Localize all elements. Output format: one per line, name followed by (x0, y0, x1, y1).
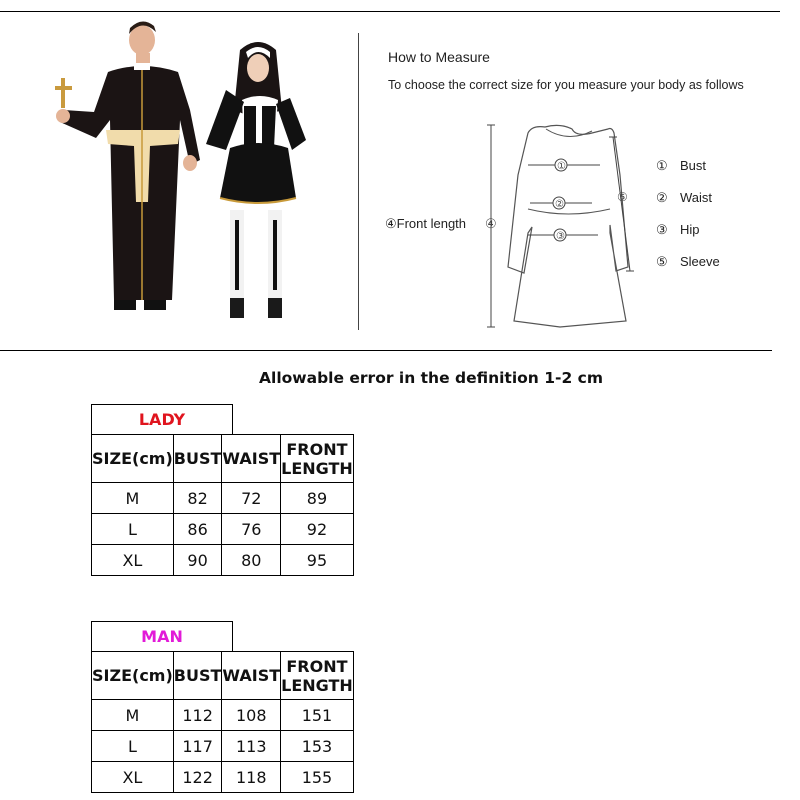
bust-cell: 90 (173, 545, 222, 576)
table-row (92, 483, 354, 514)
bust-cell: 122 (173, 762, 222, 793)
bust-cell: 86 (173, 514, 222, 545)
front-length-label: ④Front length (385, 216, 467, 231)
costume-product-photo (30, 20, 340, 335)
how-to-measure-subtitle: To choose the correct size for you measure your body as follows (388, 78, 744, 92)
size-cell: XL (92, 762, 174, 793)
legend-sleeve-text: Sleeve (680, 254, 720, 269)
bust-cell: 82 (173, 483, 222, 514)
bust-mark: ① (557, 161, 566, 172)
waist-mark: ② (555, 199, 564, 210)
waist-cell: 76 (222, 514, 281, 545)
front-length-cell: 92 (281, 514, 354, 545)
table-row (92, 762, 354, 793)
front-length-cell: 95 (281, 545, 354, 576)
table-row (92, 514, 354, 545)
size-cell: L (92, 731, 174, 762)
front-length-cell: 155 (281, 762, 354, 793)
measurement-legend (656, 158, 720, 269)
header-size: SIZE(cm) (92, 652, 174, 700)
header-bust: BUST (173, 652, 222, 700)
size-cell: L (92, 514, 174, 545)
allowable-error-note: Allowable error in the definition 1-2 cm (259, 369, 603, 387)
legend-bust-mark: ① (656, 158, 668, 173)
header-size: SIZE(cm) (92, 435, 174, 483)
front-length-cell: 153 (281, 731, 354, 762)
legend-hip-text: Hip (680, 222, 700, 237)
dress-outline (508, 125, 628, 327)
waist-cell: 118 (222, 762, 281, 793)
lady-label: LADY (91, 404, 233, 435)
table-row (92, 545, 354, 576)
waist-cell: 80 (222, 545, 281, 576)
table-row (92, 731, 354, 762)
header-bust: BUST (173, 435, 222, 483)
header-waist: WAIST (222, 652, 281, 700)
bust-cell: 117 (173, 731, 222, 762)
waist-cell: 113 (222, 731, 281, 762)
table-header-row (92, 652, 354, 700)
table-row (92, 700, 354, 731)
top-divider (0, 11, 780, 12)
lady-size-table (91, 434, 354, 576)
man-size-table (91, 651, 354, 793)
section-divider (0, 350, 772, 351)
legend-bust-text: Bust (680, 158, 707, 173)
header-front-length: FRONT LENGTH (281, 435, 354, 483)
legend-hip-mark: ③ (656, 222, 668, 237)
legend-sleeve-mark: ⑤ (656, 254, 668, 269)
legend-waist-mark: ② (656, 190, 668, 205)
waist-cell: 108 (222, 700, 281, 731)
man-label: MAN (91, 621, 233, 652)
nun-figure (206, 42, 306, 318)
priest-figure (55, 21, 200, 310)
header-waist: WAIST (222, 435, 281, 483)
legend-waist-text: Waist (680, 190, 713, 205)
front-length-cell: 151 (281, 700, 354, 731)
header-front-length: FRONT LENGTH (281, 652, 354, 700)
size-cell: XL (92, 545, 174, 576)
front-length-cell: 89 (281, 483, 354, 514)
dress-measurement-diagram (380, 115, 780, 335)
table-header-row (92, 435, 354, 483)
size-cell: M (92, 700, 174, 731)
front-length-number: ④ (485, 216, 497, 231)
sleeve-mark: ⑤ (617, 190, 628, 204)
how-to-measure-title: How to Measure (388, 49, 490, 65)
bust-cell: 112 (173, 700, 222, 731)
size-cell: M (92, 483, 174, 514)
waist-cell: 72 (222, 483, 281, 514)
hip-mark: ③ (556, 231, 565, 242)
vertical-divider (358, 33, 359, 330)
